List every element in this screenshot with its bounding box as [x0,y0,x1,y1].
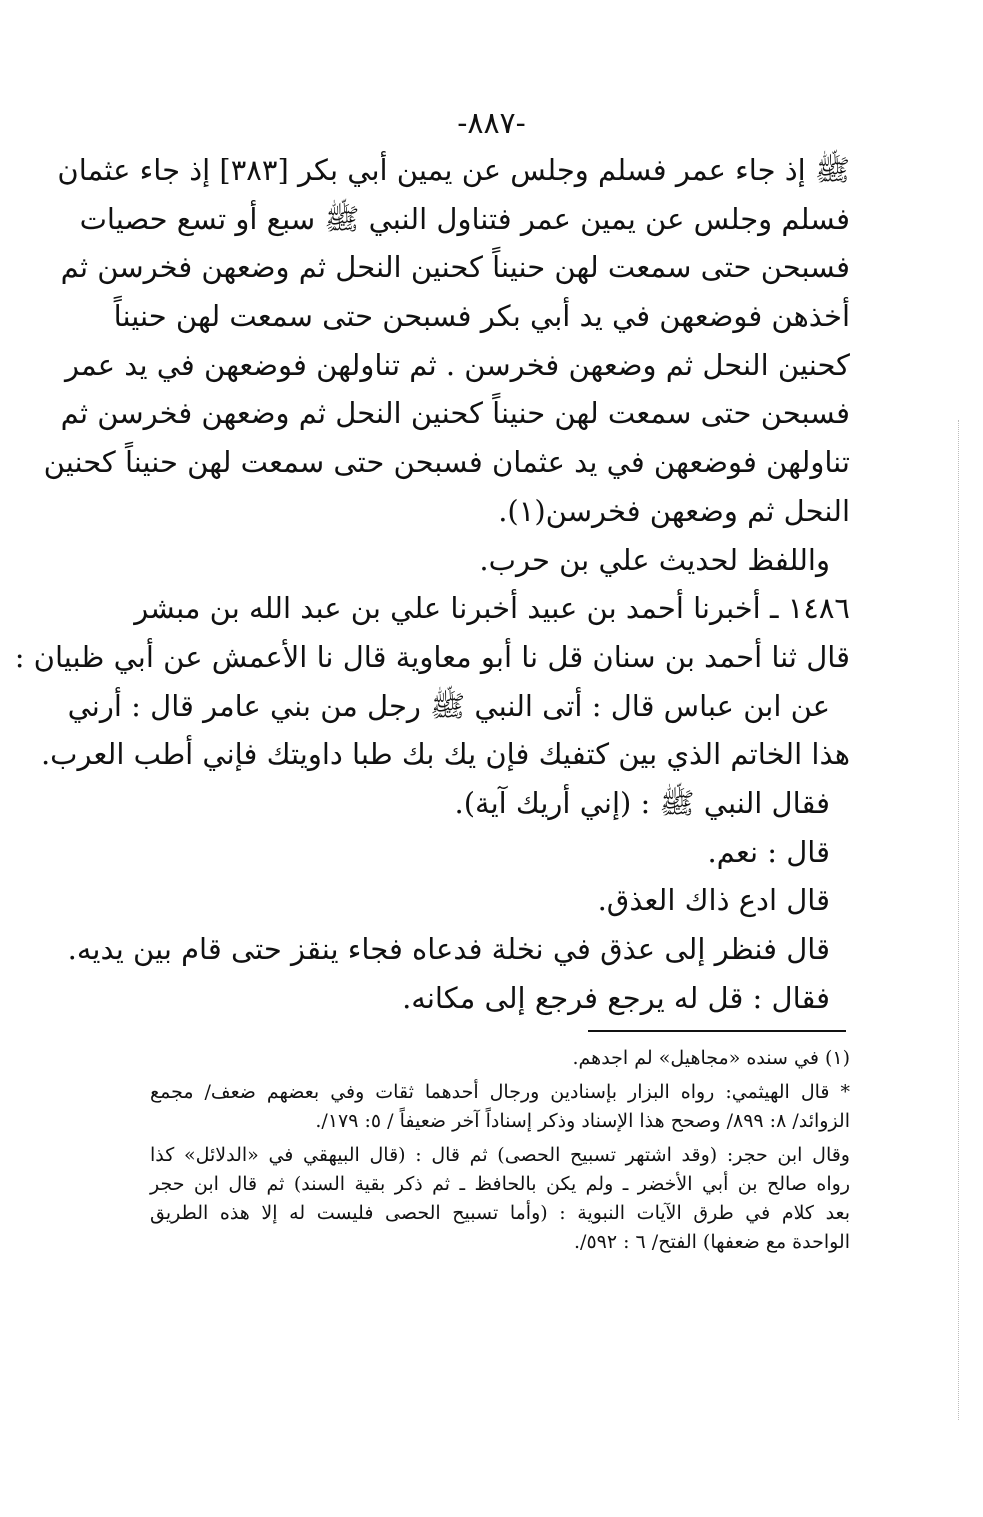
text-line: فسبحن حتى سمعت لهن حنيناً كحنين النحل ثم وضعهن فخرسن ثم [60,250,850,285]
text-line: أخذهن فوضعهن في يد أبي بكر فسبحن حتى سمعت لهن حنيناً [113,299,850,334]
page-number: -٨٨٧- [457,106,526,141]
footnote-line: * قال الهيثمي: رواه البزار بإسنادين ورجال أحدهما ثقات وفي بعضهم ضعف/ مجمع [150,1081,850,1103]
footnote-line: رواه صالح بن أبي الأخضر ـ ولم يكن بالحافظ ـ ثم ذكر بقية السند) ثم قال ابن حجر [150,1173,850,1195]
footnote-line: الزوائد/ ٨: ٨٩٩/ وصحح هذا الإسناد وذكر إسناداً آخر ضعيفاً / ٥: ١٧٩/. [315,1110,850,1132]
footnote-line: بعد كلام في طرق الآيات النبوية : (وأما تسبيح الحصى فليست له إلا هذه الطريق [150,1202,850,1224]
text-line: قال ادع ذاك العذق. [597,883,830,918]
footnotes [150,1044,850,1257]
text-line: فسبحن حتى سمعت لهن حنيناً كحنين النحل ثم وضعهن فخرسن ثم [60,396,850,431]
text-line: قال : نعم. [707,834,830,869]
main-text [14,146,850,1022]
footnote-line: وقال ابن حجر: (وقد اشتهر تسبيح الحصى) ثم قال : (قال البيهقي في «الدلائل» كذا [150,1144,850,1166]
text-line: النحل ثم وضعهن فخرسن(١). [498,493,850,528]
text-line: هذا الخاتم الذي بين كتفيك فإن يك بك طبا داويتك فإني أطب العرب. [40,737,850,772]
footnote-line: الواحدة مع ضعفها) الفتح/ ٦ : ٥٩٢/. [573,1231,850,1253]
text-line: قال ثنا أحمد بن سنان قل نا أبو معاوية قال نا الأعمش عن أبي ظبيان : [14,639,850,674]
footnote-line: (١) في سنده «مجاهيل» لم اجدهم. [572,1047,850,1069]
text-line: عن ابن عباس قال : أتى النبي ﷺ رجل من بني عامر قال : أرني [67,688,830,723]
text-line: فقال : قل له يرجع فرجع إلى مكانه. [402,980,830,1015]
footnote-separator [588,1030,846,1032]
text-line: تناولهن فوضعهن في يد عثمان فسبحن حتى سمعت لهن حنيناً كحنين [43,445,850,480]
text-line: فقال النبي ﷺ : (إني أريك آية). [454,785,830,820]
scan-edge-mark [958,420,959,1420]
text-line: فسلم وجلس عن يمين عمر فتناول النبي ﷺ سبع أو تسع حصيات [79,201,850,236]
text-line: قال فنظر إلى عذق في نخلة فدعاه فجاء ينقز حتى قام بين يديه. [67,932,830,966]
text-line: ﷺ إذ جاء عمر فسلم وجلس عن يمين أبي بكر [٣٨٣] إذ جاء عثمان [57,153,850,187]
text-line: واللفظ لحديث علي بن حرب. [479,542,830,577]
text-line: كحنين النحل ثم وضعهن فخرسن . ثم تناولهن فوضعهن في يد عمر [64,347,850,382]
hadith-number-line: ١٤٨٦ ـ أخبرنا أحمد بن عبيد أخبرنا علي بن عبد الله بن مبشر [134,591,850,626]
